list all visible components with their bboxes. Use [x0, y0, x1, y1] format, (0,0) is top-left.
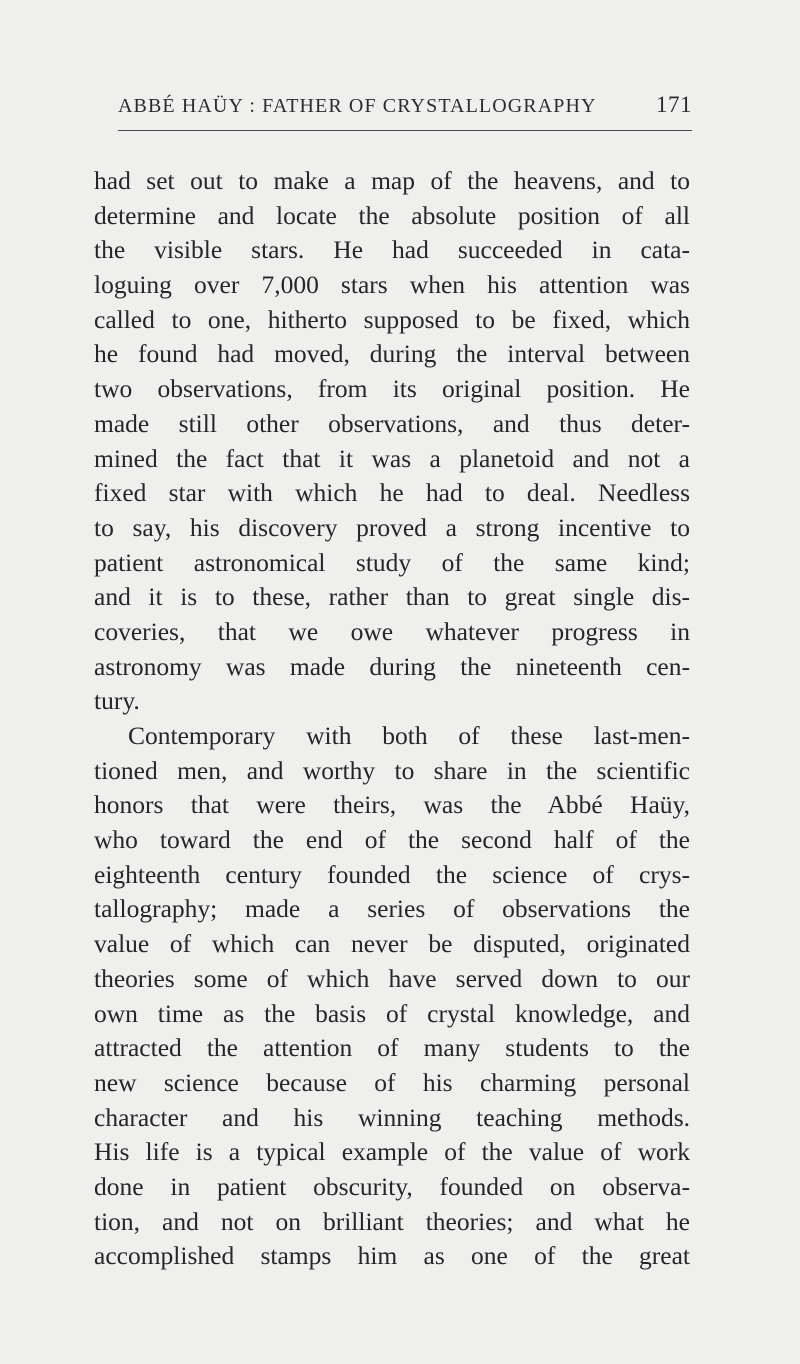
- text-line: called to one, hitherto supposed to be fixed, which: [94, 304, 690, 334]
- text-line: made still other observations, and thus deter-: [94, 408, 690, 438]
- text-line: value of which can never be disputed, originated: [94, 929, 690, 959]
- text-line: new science because of his charming personal: [94, 1067, 690, 1097]
- text-line: theories some of which have served down to our: [94, 963, 690, 993]
- text-line: done in patient obscurity, founded on observa-: [94, 1171, 690, 1201]
- text-line: own time as the basis of crystal knowledge, and: [94, 998, 690, 1028]
- running-title: ABBÉ HAÜY : FATHER OF CRYSTALLOGRAPHY: [118, 95, 597, 117]
- body-text: [94, 164, 690, 1274]
- text-line: attracted the attention of many students to the: [94, 1033, 690, 1063]
- header-rule: [118, 130, 692, 131]
- text-line: loguing over 7,000 stars when his attention was: [94, 270, 690, 300]
- text-line: fixed star with which he had to deal. Needless: [94, 478, 690, 508]
- text-line: His life is a typical example of the value of work: [94, 1137, 690, 1167]
- text-line: determine and locate the absolute position of all: [94, 200, 690, 230]
- text-line: mined the fact that it was a planetoid and not a: [94, 443, 690, 473]
- text-line: accomplished stamps him as one of the great: [94, 1241, 690, 1271]
- text-line: eighteenth century founded the science of crys-: [94, 859, 690, 889]
- text-line: patient astronomical study of the same kind;: [94, 547, 690, 577]
- text-line: coveries, that we owe whatever progress in: [94, 616, 690, 646]
- running-head: [118, 92, 692, 122]
- text-line: tury.: [94, 686, 140, 716]
- text-line: tioned men, and worthy to share in the scientific: [94, 755, 690, 785]
- page-number: 171: [656, 92, 692, 117]
- text-line: the visible stars. He had succeeded in cata-: [94, 235, 690, 265]
- text-line: who toward the end of the second half of the: [94, 825, 690, 855]
- text-line: tallography; made a series of observations the: [94, 894, 690, 924]
- text-line: to say, his discovery proved a strong incentive to: [94, 512, 690, 542]
- text-line: two observations, from its original position. He: [94, 374, 690, 404]
- text-line: and it is to these, rather than to great single dis-: [94, 582, 690, 612]
- text-line: astronomy was made during the nineteenth cen-: [94, 651, 690, 681]
- text-line: had set out to make a map of the heavens, and to: [94, 166, 690, 195]
- text-line: he found had moved, during the interval between: [94, 339, 690, 369]
- text-line: honors that were theirs, was the Abbé Haüy,: [94, 790, 690, 820]
- text-line: character and his winning teaching methods.: [94, 1102, 690, 1132]
- text-line: tion, and not on brilliant theories; and what he: [94, 1206, 690, 1236]
- text-line-paragraph-start: Contemporary with both of these last-men-: [128, 721, 690, 750]
